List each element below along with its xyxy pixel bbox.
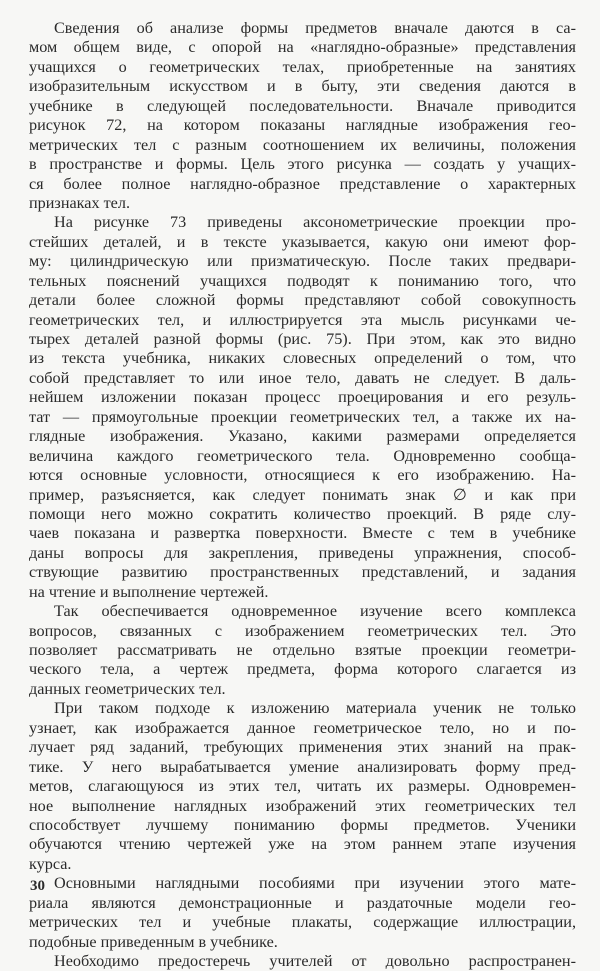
text-line: из текста учебника, никаких словесных определений о том, что <box>29 349 576 368</box>
paragraph <box>29 952 576 971</box>
text-line: ческого тела, а чертеж предмета, форма которого слагается из <box>29 660 576 679</box>
text-line: на чтение и выполнение чертежей. <box>29 582 269 601</box>
text-line: обучаются чтению чертежей уже на этом раннем этапе изучения <box>29 835 576 854</box>
text-line: позволяет рассматривать не отдельно взятые проекции геометри- <box>29 641 576 659</box>
text-line: Необходимо предостеречь учителей от довольно распространен- <box>54 952 576 970</box>
text-line: му: цилиндрическую или призматическую. После таких предвари- <box>29 252 576 271</box>
paragraph <box>29 213 576 602</box>
text-line: мом общем виде, с опорой на «наглядно-образные» представления <box>29 38 576 57</box>
text-line: признаках тел. <box>29 193 130 212</box>
text-line: геометрических тел, и иллюстрируется эта мысль рисунками че- <box>29 310 576 329</box>
text-line: детали более сложной формы представляют собой совокупность <box>29 291 576 310</box>
text-line: величина каждого геометрического тела. Одновременно сообща- <box>29 446 576 465</box>
text-line: подобные приведенным в учебнике. <box>29 932 278 951</box>
text-line: учащихся о геометрических телах, приобретенные на занятиях <box>29 57 576 76</box>
text-line: Так обеспечивается одновременное изучение всего комплекса <box>54 602 576 621</box>
text-line: метрических тел и учебные плакаты, содержащие иллюстрации, <box>29 913 576 932</box>
text-line: способствует лучшему пониманию формы предметов. Ученики <box>29 815 576 834</box>
text-line: пример, разъясняется, как следует понимать знак ∅ и как при <box>29 485 576 504</box>
text-line: риала являются демонстрационные и раздаточные модели гео- <box>29 893 576 912</box>
text-line: нейшем изложении показан процесс проецирования и его резуль- <box>29 388 576 407</box>
text-line: тырех деталей разной формы (рис. 75). При этом, как это видно <box>29 330 576 348</box>
text-line: При таком подходе к изложению материала ученик не только <box>54 699 576 718</box>
text-line: тике. У него вырабатывается умение анализировать форму пред- <box>29 757 576 776</box>
text-line: Сведения об анализе формы предметов вначале даются в са- <box>54 19 576 37</box>
text-line: изобразительным искусством и в быту, эти сведения даются в <box>29 77 576 96</box>
text-line: метрических тел с разным соотношением их величины, положения <box>29 135 576 154</box>
text-line: в пространстве и формы. Цель этого рисунка — создать у учащих- <box>29 155 576 174</box>
text-line: даны вопросы для закрепления, приведены упражнения, способ- <box>29 543 576 562</box>
page-number: 30 <box>30 878 45 894</box>
text-line: метов, слагающуюся из этих тел, читать их размеры. Одновремен- <box>29 777 576 796</box>
text-line: глядные изображения. Указано, какими размерами определяется <box>29 427 576 446</box>
text-line: данных геометрических тел. <box>29 679 226 698</box>
text-line: курса. <box>29 854 72 873</box>
text-line: ствующие развитию пространственных представлений, и задания <box>29 563 576 582</box>
text-line: На рисунке 73 приведены аксонометрические проекции про- <box>54 213 576 232</box>
text-line: ное выполнение наглядных изображений этих геометрических тел <box>29 796 576 815</box>
text-line: узнает, как изображается данное геометрическое тело, но и по- <box>29 718 576 737</box>
text-line: ются основные условности, относящиеся к его изображению. На- <box>29 466 576 485</box>
text-line: ся более полное наглядно-образное представление о характерных <box>29 174 576 193</box>
text-line: собой представляет то или иное тело, давать не следует. В даль- <box>29 368 576 387</box>
paragraph <box>29 874 576 952</box>
text-line: рисунок 72, на котором показаны наглядные изображения гео- <box>29 116 576 135</box>
page-body <box>29 19 576 971</box>
paragraph <box>29 699 576 874</box>
paragraph <box>29 19 576 213</box>
paragraph <box>29 602 576 699</box>
text-line: стейших деталей, и в тексте указывается, какую они имеют фор- <box>29 232 576 251</box>
text-line: Основными наглядными пособиями при изучении этого мате- <box>54 874 576 893</box>
text-line: вопросов, связанных с изображением геометрических тел. Это <box>29 621 576 640</box>
text-line: чаев показана и развертка поверхности. Вместе с тем в учебнике <box>29 524 576 543</box>
text-line: тат — прямоугольные проекции геометрических тел, а также их на- <box>29 407 576 426</box>
text-line: тельных пояснений учащихся подводят к пониманию того, что <box>29 271 576 290</box>
text-line: учебнике в следующей последовательности. Вначале приводится <box>29 96 576 115</box>
text-line: лучает ряд заданий, требующих применения этих знаний на прак- <box>29 738 576 757</box>
text-line: помощи него можно сократить количество проекций. В ряде слу- <box>29 504 576 523</box>
